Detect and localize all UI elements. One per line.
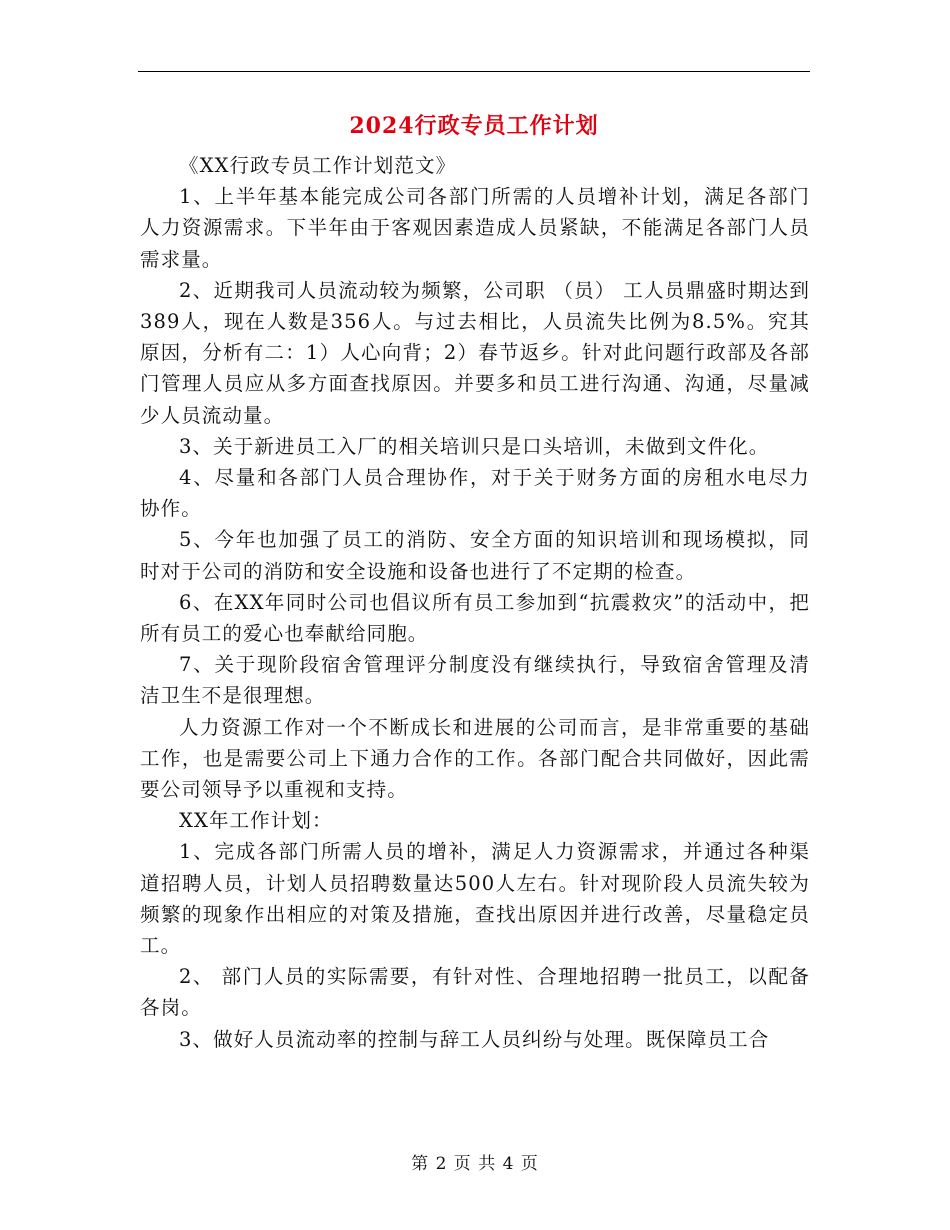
section-heading-plan: XX年工作计划： <box>179 809 333 833</box>
page-number: 第 2 页 共 4 页 <box>411 1154 539 1174</box>
paragraph-template-title: 《XX行政专员工作计划范文》 <box>179 154 457 177</box>
paragraph-item-1: 1、上半年基本能完成公司各部门所需的人员增补计划，满足各部门人力资源需求。下半年由于客观因素造成人员紧缺，不能满足各部门人员需求量。 <box>140 185 810 271</box>
paragraph-summary: 人力资源工作对一个不断成长和进展的公司而言，是非常重要的基础工作，也是需要公司上下通力合作的工作。各部门配合共同做好，因此需要公司领导予以重视和支持。 <box>140 715 810 802</box>
plan-item-2: 2、 部门人员的实际需要，有针对性、合理地招聘一批员工，以配备各岗。 <box>140 965 810 1020</box>
plan-item-3: 3、做好人员流动率的控制与辞工人员纠纷与处理。既保障员工合 <box>179 1027 770 1051</box>
header-rule <box>138 71 810 72</box>
paragraph-item-5: 5、今年也加强了员工的消防、安全方面的知识培训和现场模拟，同时对于公司的消防和安全设施和设备也进行了不定期的检查。 <box>140 528 810 583</box>
paragraph-item-3: 3、关于新进员工入厂的相关培训只是口头培训，未做到文件化。 <box>179 434 770 458</box>
document-body <box>140 150 810 1055</box>
document-title: 2024行政专员工作计划 <box>349 113 599 139</box>
paragraph-item-7: 7、关于现阶段宿舍管理评分制度没有继续执行，导致宿舍管理及清洁卫生不是很理想。 <box>140 653 810 708</box>
paragraph-item-4: 4、尽量和各部门人员合理协作，对于关于财务方面的房租水电尽力协作。 <box>140 466 810 521</box>
plan-item-1: 1、完成各部门所需人员的增补，满足人力资源需求，并通过各种渠道招聘人员，计划人员招聘数量达500人左右。针对现阶段人员流失较为频繁的现象作出相应的对策及措施，查找出原因并进行改善，尽量稳定员工。 <box>140 840 810 958</box>
page-footer <box>0 1152 950 1176</box>
paragraph-item-6: 6、在XX年同时公司也倡议所有员工参加到“抗震救灾”的活动中，把所有员工的爱心也奉献给同胞。 <box>140 590 810 646</box>
paragraph-item-2: 2、近期我司人员流动较为频繁，公司职 （员） 工人员鼎盛时期达到389人，现在人数是356人。与过去相比，人员流失比例为8.5%。究其原因，分析有二：1）人心向背；2）春节返乡。针对此问题行政部及各部门管理人员应从多方面查找原因。并要多和员工进行沟通、沟通，尽量减少人员流动量。 <box>140 278 810 427</box>
